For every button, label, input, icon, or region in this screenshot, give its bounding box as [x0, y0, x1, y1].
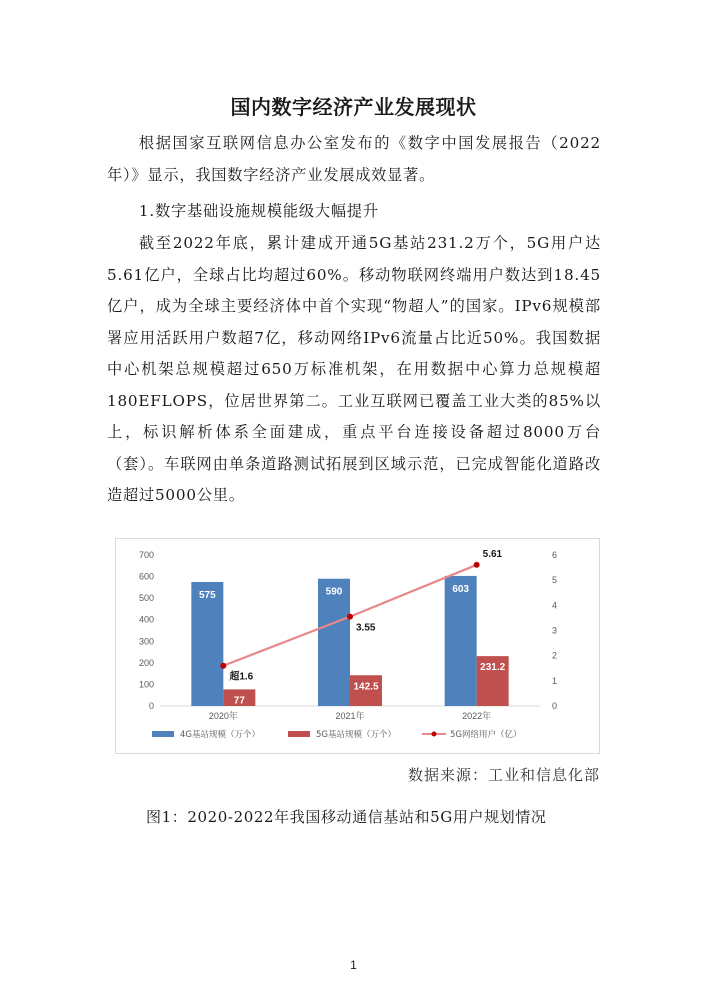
left-axis-tick: 600 [138, 571, 154, 582]
line-point [347, 614, 353, 620]
left-axis-tick: 200 [138, 657, 154, 668]
left-axis-tick: 300 [138, 636, 154, 647]
legend-marker [432, 732, 437, 737]
right-axis-tick: 1 [552, 675, 558, 686]
body-paragraph: 截至2022年底，累计建成开通5G基站231.2万个，5G用户达5.61亿户，全球占比均超过60%。移动物联网终端用户数达到18.45亿户，成为全球主要经济体中首个实现“物超人”的国家。IPv6规模部署应用活跃用户数超7亿，移动网络IPv6流量占比近50%。我国数据中心机架总规模超过650万标准机架，在用数据中心算力总规模超180EFLOPS，位居世界第二。工业互联网已覆盖工业大类的85%以上，标识解析体系全面建成，重点平台连接设备超过8000万台（套）。车联网由单条道路测试拓展到区域示范，已完成智能化道路改造超过5000公里。 [107, 234, 601, 504]
bar-data-label: 231.2 [480, 662, 506, 674]
left-axis-tick: 500 [138, 593, 154, 604]
bar-data-label: 575 [198, 589, 216, 601]
page-title: 国内数字经济产业发展现状 [230, 95, 477, 119]
line-data-label: 5.61 [482, 548, 503, 560]
x-axis-tick: 2020年 [208, 711, 238, 721]
line-point [220, 663, 226, 669]
x-axis-tick: 2021年 [335, 711, 365, 721]
right-axis-tick: 0 [552, 701, 558, 711]
legend-label: 5G基站规模（万个） [316, 730, 396, 740]
legend-label: 5G网络用户（亿） [450, 730, 522, 740]
line-data-label: 超1.6 [229, 671, 254, 683]
bar-data-label: 77 [233, 695, 245, 707]
right-axis-tick: 2 [552, 650, 558, 661]
data-source: 数据来源：工业和信息化部 [407, 766, 600, 784]
x-axis-tick: 2022年 [462, 711, 492, 721]
bar-data-label: 590 [325, 586, 343, 598]
right-axis-tick: 4 [552, 600, 558, 611]
left-axis-tick: 400 [138, 614, 154, 625]
right-axis-tick: 6 [552, 550, 558, 560]
section-heading: 1.数字基础设施规模能级大幅提升 [138, 202, 379, 220]
bar-4g [445, 576, 477, 706]
bar-4g [318, 579, 350, 706]
chart-container [115, 538, 600, 754]
line-point [474, 562, 480, 568]
left-axis-tick: 700 [138, 550, 154, 560]
left-axis-tick: 0 [148, 701, 154, 711]
legend-label: 4G基站规模（万个） [180, 730, 260, 740]
left-axis-tick: 100 [138, 679, 154, 690]
page-number: 1 [350, 958, 357, 972]
legend-swatch [288, 731, 310, 737]
right-axis-tick: 5 [552, 575, 558, 586]
intro-paragraph: 根据国家互联网信息办公室发布的《数字中国发展报告（2022年）》显示，我国数字经济产业发展成效显著。 [107, 134, 601, 184]
figure-caption: 图1：2020-2022年我国移动通信基站和5G用户规划情况 [146, 808, 547, 826]
right-axis-tick: 3 [552, 625, 558, 636]
line-data-label: 3.55 [356, 622, 376, 634]
combo-chart [116, 539, 599, 753]
legend-swatch [152, 731, 174, 737]
bar-data-label: 142.5 [353, 681, 379, 693]
bar-data-label: 603 [452, 583, 470, 595]
